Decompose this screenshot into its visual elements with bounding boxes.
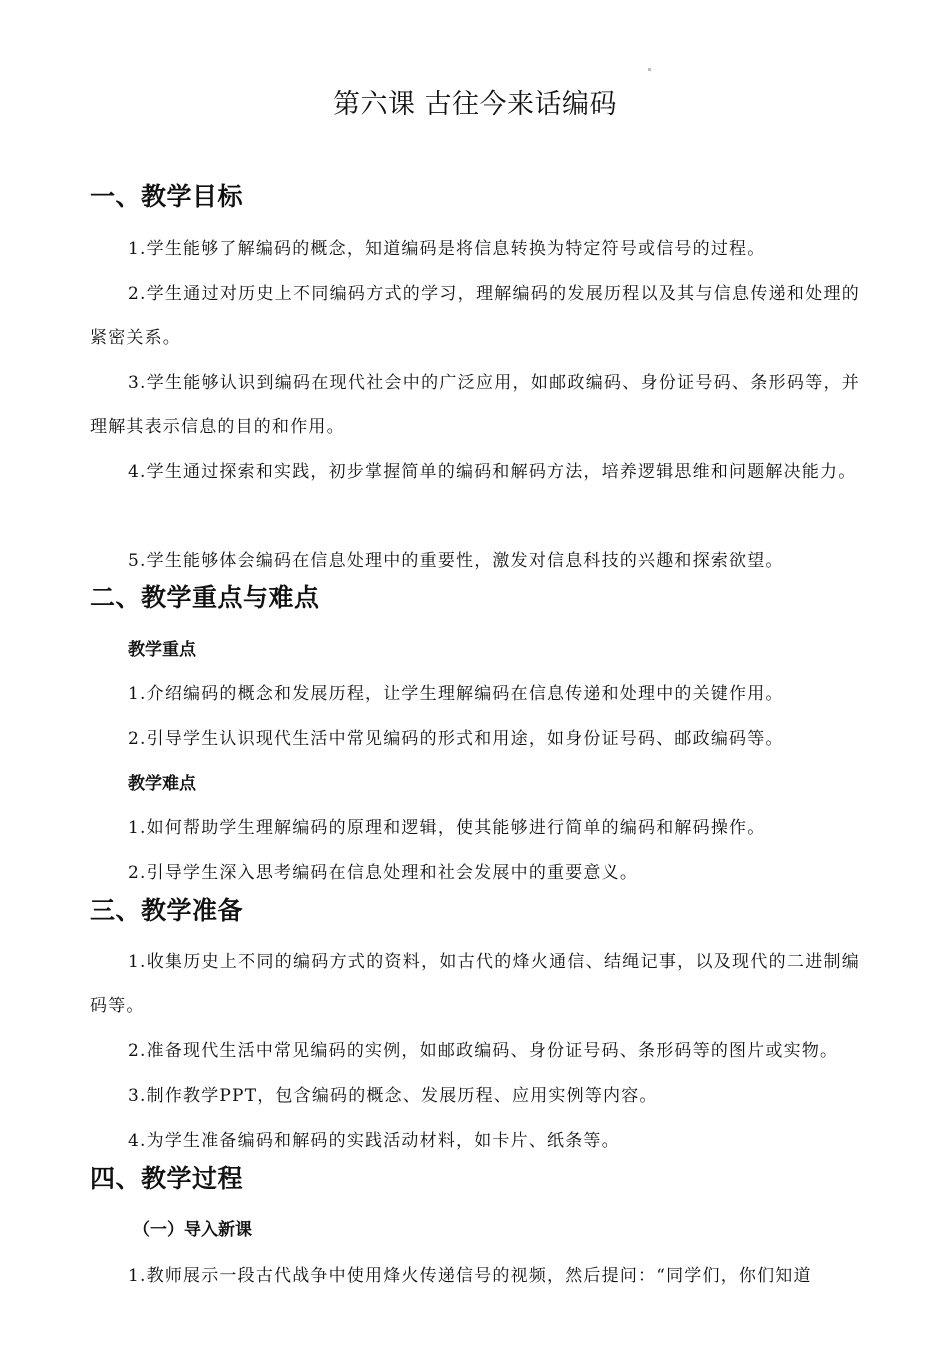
subheading-key: 教学重点 (128, 640, 196, 660)
paragraph: 1.教师展示一段古代战争中使用烽火传递信号的视频，然后提问：“同学们，你们知道 (128, 1266, 812, 1286)
section-heading-process: 四、教学过程 (90, 1164, 244, 1193)
paragraph: 3.学生能够认识到编码在现代社会中的广泛应用，如邮政编码、身份证号码、条形码等，并理解其表示信息的目的和作用。 (90, 373, 860, 437)
paragraph: 1.如何帮助学生理解编码的原理和逻辑，使其能够进行简单的编码和解码操作。 (128, 818, 766, 838)
paragraph: 2.准备现代生活中常见编码的实例，如邮政编码、身份证号码、条形码等的图片或实物。 (128, 1041, 839, 1061)
paragraph: 2.引导学生深入思考编码在信息处理和社会发展中的重要意义。 (128, 863, 639, 883)
paragraph: 2.学生通过对历史上不同编码方式的学习，理解编码的发展历程以及其与信息传递和处理的紧密关系。 (90, 284, 860, 348)
page-title: 第六课 古往今来话编码 (332, 89, 618, 120)
section-heading-key-points: 二、教学重点与难点 (90, 583, 320, 612)
paragraph: 5.学生能够体会编码在信息处理中的重要性，激发对信息科技的兴趣和探索欲望。 (128, 551, 784, 571)
paragraph: 4.学生通过探索和实践，初步掌握简单的编码和解码方法，培养逻辑思维和问题解决能力。 (128, 462, 857, 482)
paragraph: 2.引导学生认识现代生活中常见编码的形式和用途，如身份证号码、邮政编码等。 (128, 729, 784, 749)
paragraph: 1.收集历史上不同的编码方式的资料，如古代的烽火通信、结绳记事，以及现代的二进制编码等。 (90, 952, 860, 1016)
paragraph: 1.学生能够了解编码的概念，知道编码是将信息转换为特定符号或信号的过程。 (128, 239, 766, 259)
section-heading-objectives: 一、教学目标 (90, 182, 244, 211)
subheading-difficulty: 教学难点 (128, 774, 196, 794)
scan-mark (648, 68, 651, 71)
section-heading-preparation: 三、教学准备 (90, 896, 244, 925)
paragraph: 1.介绍编码的概念和发展历程，让学生理解编码在信息传递和处理中的关键作用。 (128, 684, 784, 704)
paragraph: 4.为学生准备编码和解码的实践活动材料，如卡片、纸条等。 (128, 1131, 620, 1151)
subheading-intro: （一）导入新课 (133, 1220, 252, 1240)
paragraph: 3.制作教学PPT，包含编码的概念、发展历程、应用实例等内容。 (128, 1086, 658, 1106)
